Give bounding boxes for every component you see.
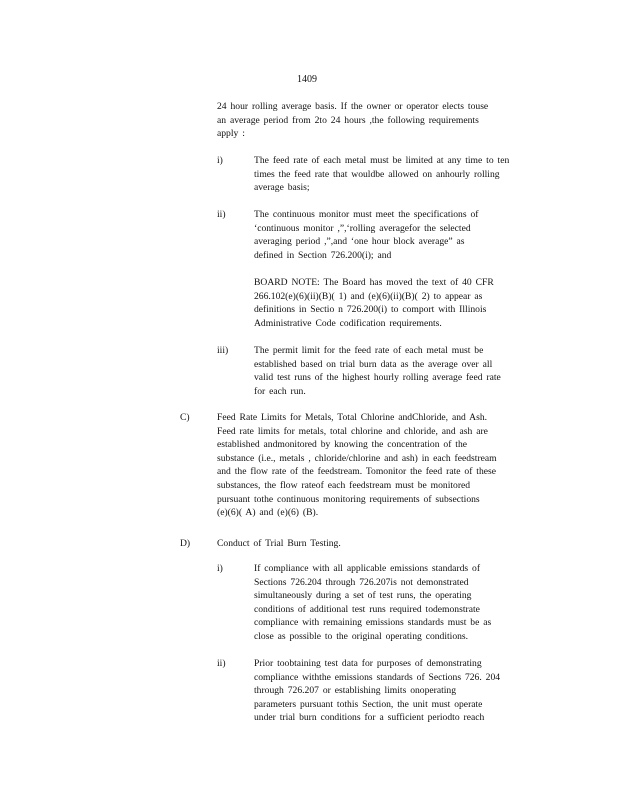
- text-line: pursuant tothe continuous monitoring requirements of subsections: [217, 493, 480, 505]
- item-label: i): [217, 563, 223, 574]
- section-d-item-i: [254, 562, 536, 644]
- item-label: i): [217, 155, 223, 166]
- text-line: The feed rate of each metal must be limited at any time to ten: [254, 155, 510, 166]
- text-line: apply :: [217, 128, 245, 140]
- item-label: ii): [217, 209, 226, 220]
- text-line: 266.102(e)(6)(ii)(B)( 1) and (e)(6)(ii)(B)( 2) to appear as: [254, 290, 483, 302]
- text-line: Feed Rate Limits for Metals, Total Chlorine andChloride, and Ash.: [217, 412, 488, 423]
- text-line: times the feed rate that wouldbe allowed on anhourly rolling: [254, 168, 500, 180]
- text-line: established andmonitored by knowing the concentration of the: [217, 439, 468, 451]
- text-line: BOARD NOTE: The Board has moved the text of 40 CFR: [254, 277, 494, 288]
- text-line: conditions of additional test runs required todemonstrate: [254, 603, 480, 615]
- section-d-label: D): [180, 538, 191, 549]
- text-line: ‘continuous monitor ,”,‘rolling averagefor the selected: [254, 222, 471, 234]
- text-line: parameters pursuant tothis Section, the unit must operate: [254, 698, 483, 710]
- text-line: The continuous monitor must meet the specifications of: [254, 209, 479, 220]
- intro-paragraph: [217, 100, 513, 141]
- text-line: definitions in Sectio n 726.200(i) to comport with Illinois: [254, 304, 487, 316]
- section-c-label: C): [180, 412, 190, 423]
- text-line: average basis;: [254, 182, 310, 194]
- text-line: Conduct of Trial Burn Testing.: [217, 538, 341, 549]
- text-line: an average period from 2to 24 hours ,the following requirements: [217, 114, 479, 126]
- item-label: iii): [217, 345, 229, 356]
- text-line: substances, the flow rateof each feedstream must be monitored: [217, 479, 471, 491]
- board-note: [254, 276, 536, 330]
- item-label: ii): [217, 658, 226, 669]
- text-line: through 726.207 or establishing limits onoperating: [254, 685, 457, 697]
- text-line: The permit limit for the feed rate of each metal must be: [254, 345, 484, 356]
- text-line: for each run.: [254, 385, 306, 397]
- section-d-title: [217, 537, 417, 551]
- text-line: 24 hour rolling average basis. If the owner or operator elects touse: [217, 101, 489, 112]
- text-line: compliance withthe emissions standards of Sections 726. 204: [254, 671, 501, 683]
- text-line: Prior toobtaining test data for purposes of demonstrating: [254, 658, 482, 669]
- text-line: established based on trial burn data as the average over all: [254, 358, 493, 370]
- item-ii-paragraph: [254, 208, 524, 262]
- text-line: Administrative Code codification requirements.: [254, 317, 442, 329]
- page-number: 1409: [297, 74, 317, 85]
- text-line: under trial burn conditions for a sufficient periodto reach: [254, 712, 485, 724]
- text-line: close as possible to the original operating conditions.: [254, 630, 469, 642]
- text-line: and the flow rate of the feedstream. Tomonitor the feed rate of these: [217, 466, 497, 478]
- text-line: Sections 726.204 through 726.207is not demonstrated: [254, 576, 469, 588]
- text-line: Feed rate limits for metals, total chlorine and chloride, and ash are: [217, 425, 488, 437]
- text-line: If compliance with all applicable emissions standards of: [254, 563, 481, 574]
- item-i-paragraph: [254, 154, 544, 195]
- text-line: simultaneously during a set of test runs, the operating: [254, 590, 472, 602]
- section-d-item-ii: [254, 657, 536, 725]
- section-c-paragraph: [217, 411, 544, 520]
- text-line: substance (i.e., metals , chloride/chlorine and ash) in each feedstream: [217, 452, 497, 464]
- text-line: averaging period ,”,and ‘one hour block average” as: [254, 236, 465, 248]
- item-iii-paragraph: [254, 344, 534, 398]
- text-line: valid test runs of the highest hourly rolling average feed rate: [254, 372, 501, 384]
- text-line: (e)(6)( A) and (e)(6) (B).: [217, 507, 319, 519]
- text-line: compliance with remaining emissions standards must be as: [254, 617, 492, 629]
- text-line: defined in Section 726.200(i); and: [254, 249, 392, 261]
